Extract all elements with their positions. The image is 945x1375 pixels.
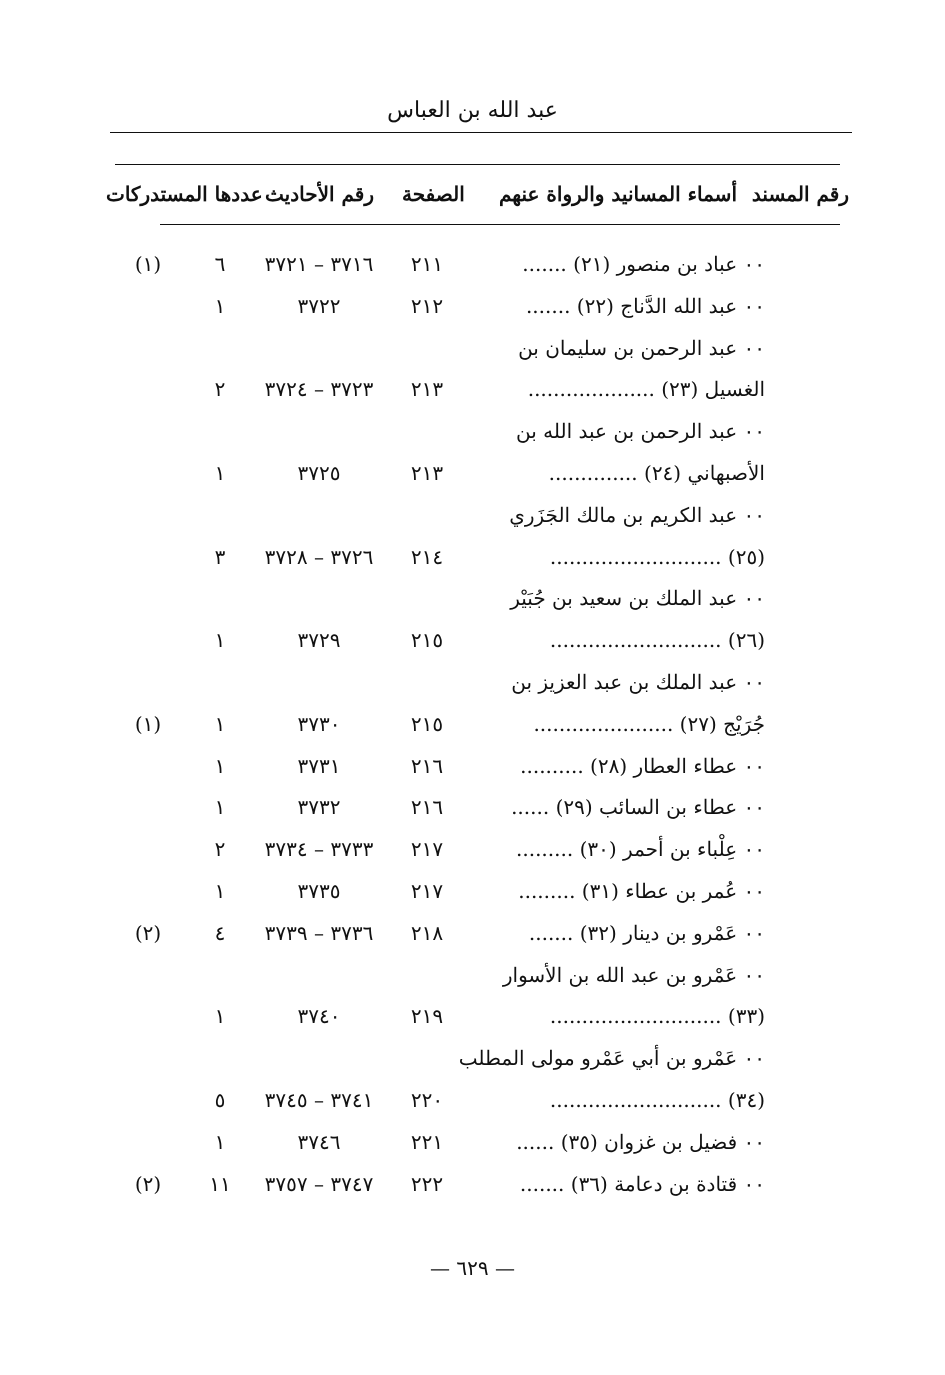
row-page: ٢١٥ — [410, 711, 444, 736]
row-page: ٢١٩ — [410, 1004, 444, 1029]
row-count: ١ — [214, 460, 226, 485]
row-page: ٢٢١ — [410, 1129, 444, 1154]
row-hadith-range: ٣٧٢٢ — [297, 293, 341, 318]
row-name: ٠٠ عبد الرحمن بن عبد الله بن — [516, 419, 765, 444]
page-number: — ٦٢٩ — — [430, 1256, 515, 1280]
table-row — [0, 873, 945, 915]
column-header-hadith-numbers: رقم الأحاديث — [265, 182, 375, 206]
row-hadith-range: ٣٧٤١ – ٣٧٤٥ — [264, 1087, 374, 1112]
row-mustadrak: (١) — [134, 711, 162, 736]
row-name: الغسيل (٢٣) .................... — [527, 377, 765, 402]
row-page: ٢١١ — [410, 252, 444, 276]
table-row — [0, 664, 945, 706]
table-row — [0, 998, 945, 1040]
row-hadith-range: ٣٧٢٩ — [297, 628, 341, 653]
row-hadith-range: ٣٧٤٦ — [297, 1129, 341, 1154]
row-name: ٠٠ عبد الملك بن سعيد بن جُبَيْر — [510, 586, 765, 611]
table-row — [0, 371, 945, 413]
row-name: ٠٠ عُمر بن عطاء (٣١) ......... — [518, 878, 765, 903]
row-count: ١ — [214, 628, 226, 653]
row-page: ٢١٣ — [410, 377, 444, 402]
table-row — [0, 330, 945, 372]
column-header-page: الصفحة — [402, 182, 465, 206]
row-page: ٢١٧ — [410, 837, 444, 862]
table-row — [0, 246, 945, 288]
table-row — [0, 288, 945, 330]
row-hadith-range: ٣٧٣٠ — [297, 711, 341, 736]
row-hadith-range: ٣٧٣١ — [297, 753, 341, 778]
row-hadith-range: ٣٧٤٧ – ٣٧٥٧ — [264, 1171, 374, 1196]
row-page: ٢١٨ — [410, 920, 444, 945]
table-row — [0, 497, 945, 539]
row-hadith-range: ٣٧٤٠ — [297, 1004, 341, 1029]
table-row — [0, 455, 945, 497]
row-name: ٠٠ عطاء العطار (٢٨) .......... — [520, 753, 765, 778]
row-page: ٢١٣ — [410, 460, 444, 485]
row-name: (٣٣) ........................... — [549, 1004, 765, 1029]
table-row — [0, 413, 945, 455]
column-header-names: أسماء المسانيد والرواة عنهم — [498, 182, 737, 206]
row-name: ٠٠ عِلْباء بن أحمر (٣٠) ......... — [516, 837, 765, 862]
row-page: ٢١٢ — [410, 293, 444, 318]
row-name: ٠٠ عبد الملك بن عبد العزيز بن — [511, 669, 765, 694]
row-count: ١ — [214, 878, 226, 903]
row-count: ٦ — [214, 252, 226, 276]
row-name: ٠٠ عَمْرو بن أبي عَمْرو مولى المطلب — [458, 1046, 765, 1071]
row-name: (٣٤) ........................... — [549, 1087, 765, 1112]
table-row — [0, 957, 945, 999]
row-hadith-range: ٣٧١٦ – ٣٧٢١ — [264, 252, 374, 276]
column-header-count-mustadrakat: عددها المستدركات — [106, 182, 263, 206]
row-count: ١ — [214, 293, 226, 318]
table-row — [0, 580, 945, 622]
row-hadith-range: ٣٧٢٦ – ٣٧٢٨ — [264, 544, 374, 569]
row-name: ٠٠ عبد الكريم بن مالك الجَزَري — [509, 502, 765, 527]
row-count: ١١ — [209, 1171, 231, 1196]
row-count: ٣ — [214, 544, 226, 569]
row-hadith-range: ٣٧٣٣ – ٣٧٣٤ — [264, 837, 374, 862]
row-count: ٤ — [214, 920, 226, 945]
row-page: ٢١٦ — [410, 753, 444, 778]
row-count: ١ — [214, 795, 226, 820]
row-name: الأصبهاني (٢٤) .............. — [548, 460, 765, 485]
row-name: (٢٥) ........................... — [549, 544, 765, 569]
column-header-underline — [160, 224, 840, 225]
row-page: ٢١٦ — [410, 795, 444, 820]
table-row — [0, 789, 945, 831]
row-page: ٢٢٢ — [410, 1171, 444, 1196]
row-name: ٠٠ عبد الرحمن بن سليمان بن — [518, 335, 765, 360]
table-row — [0, 1124, 945, 1166]
row-name: ٠٠ عطاء بن السائب (٢٩) ...... — [511, 795, 765, 820]
column-headers — [0, 182, 945, 218]
table-row — [0, 1082, 945, 1124]
row-mustadrak: (٢) — [134, 920, 162, 945]
row-page: ٢١٧ — [410, 878, 444, 903]
row-page: ٢١٥ — [410, 628, 444, 653]
table-top-rule — [115, 164, 840, 165]
table-row — [0, 915, 945, 957]
table-row — [0, 1040, 945, 1082]
column-header-index: رقم المسند — [751, 182, 849, 206]
header-rule — [110, 132, 852, 133]
row-page: ٢١٤ — [410, 544, 444, 569]
row-name: ٠٠ عَمْرو بن دينار (٣٢) ....... — [528, 920, 765, 945]
row-name: (٢٦) ........................... — [549, 628, 765, 653]
index-table — [0, 246, 945, 1207]
table-row — [0, 622, 945, 664]
table-row — [0, 748, 945, 790]
row-page: ٢٢٠ — [410, 1087, 444, 1112]
row-name: ٠٠ عبد الله الدَّناج (٢٢) ....... — [525, 293, 765, 318]
row-count: ١ — [214, 753, 226, 778]
row-count: ١ — [214, 1004, 226, 1029]
row-name: جُرَيْج (٢٧) ...................... — [533, 711, 765, 736]
row-name: ٠٠ عَمْرو بن عبد الله بن الأسوار — [502, 962, 765, 987]
row-count: ١ — [214, 711, 226, 736]
row-count: ٢ — [214, 377, 226, 402]
row-hadith-range: ٣٧٢٣ – ٣٧٢٤ — [264, 377, 374, 402]
row-name: ٠٠ فضيل بن غزوان (٣٥) ...... — [516, 1129, 765, 1154]
row-hadith-range: ٣٧٢٥ — [297, 460, 341, 485]
row-name: ٠٠ عباد بن منصور (٢١) ....... — [522, 252, 765, 276]
row-name: ٠٠ قتادة بن دعامة (٣٦) ....... — [519, 1171, 765, 1196]
row-mustadrak: (٢) — [134, 1171, 162, 1196]
page-header-title: عبد الله بن العباس — [387, 98, 558, 123]
row-mustadrak: (١) — [134, 252, 162, 276]
row-hadith-range: ٣٧٣٥ — [297, 878, 341, 903]
row-count: ٥ — [214, 1087, 226, 1112]
table-row — [0, 539, 945, 581]
row-hadith-range: ٣٧٣٢ — [297, 795, 341, 820]
row-count: ٢ — [214, 837, 226, 862]
table-row — [0, 706, 945, 748]
row-hadith-range: ٣٧٣٦ – ٣٧٣٩ — [264, 920, 374, 945]
table-row — [0, 831, 945, 873]
table-row — [0, 1166, 945, 1208]
row-count: ١ — [214, 1129, 226, 1154]
